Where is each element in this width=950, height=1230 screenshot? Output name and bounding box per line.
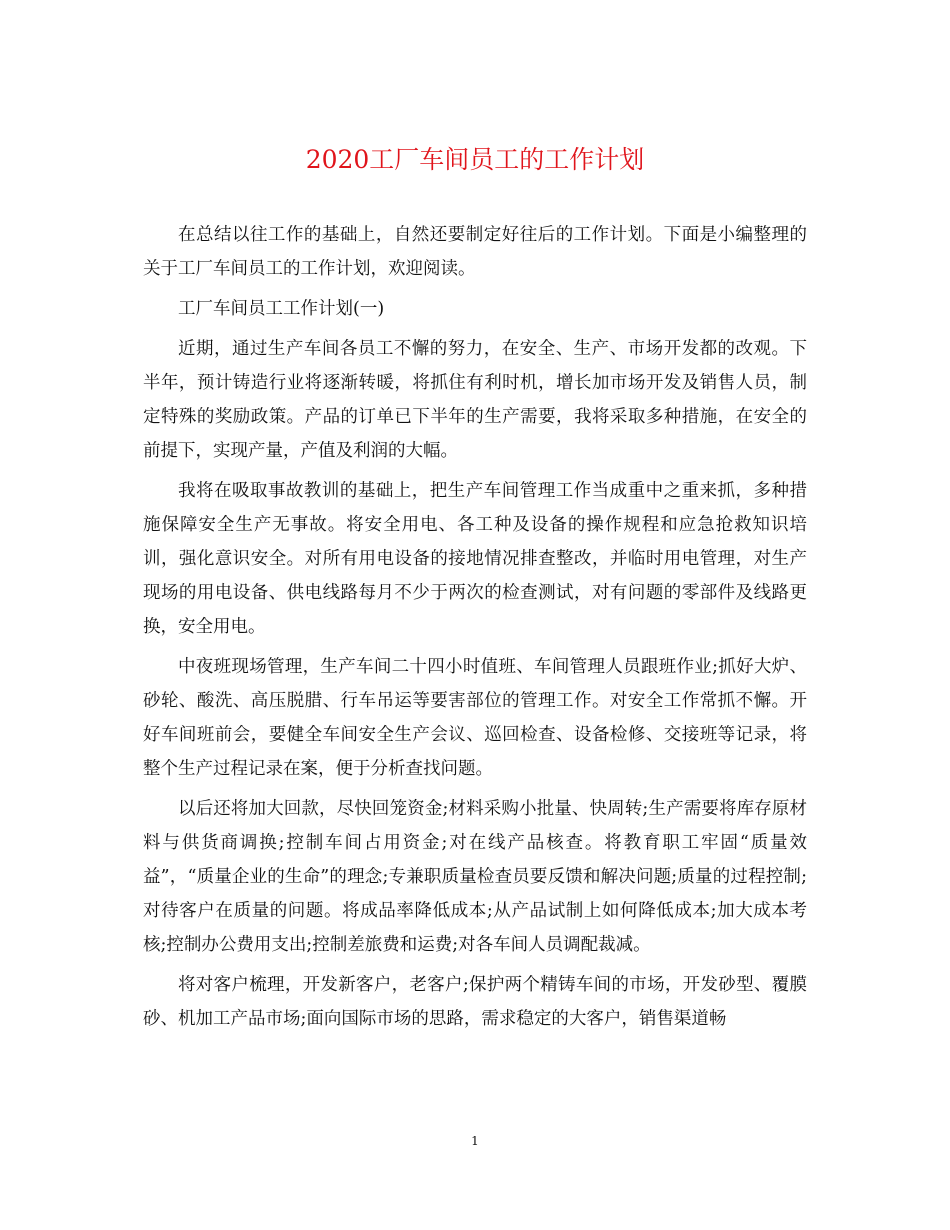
document-body [143,218,807,1042]
paragraph: 将对客户梳理，开发新客户，老客户;保护两个精铸车间的市场，开发砂型、覆膜砂、机加工产品市场;面向国际市场的思路，需求稳定的大客户，销售渠道畅 [143,975,807,1029]
page-number: 1 [471,1134,479,1148]
paragraph: 近期，通过生产车间各员工不懈的努力，在安全、生产、市场开发都的改观。下半年，预计铸造行业将逐渐转暖，将抓住有利时机，增长加市场开发及销售人员，制定特殊的奖励政策。产品的订单已下半年的生产需要，我将采取多种措施，在安全的前提下，实现产量，产值及利润的大幅。 [143,339,807,461]
paragraph: 我将在吸取事故教训的基础上，把生产车间管理工作当成重中之重来抓，多种措施保障安全生产无事故。将安全用电、各工种及设备的操作规程和应急抢救知识培训，强化意识安全。对所有用电设备的接地情况排查整改，并临时用电管理，对生产现场的用电设备、供电线路每月不少于两次的检查测试，对有问题的零部件及线路更换，安全用电。 [143,481,807,637]
paragraph: 中夜班现场管理，生产车间二十四小时值班、车间管理人员跟班作业;抓好大炉、砂轮、酸洗、高压脱腊、行车吊运等要害部位的管理工作。对安全工作常抓不懈。开好车间班前会，要健全车间安全生产会议、巡回检查、设备检修、交接班等记录，将整个生产过程记录在案，便于分析查找问题。 [143,657,807,779]
section-heading: 工厂车间员工工作计划(一) [178,299,385,319]
document-title: 2020工厂车间员工的工作计划 [305,145,645,174]
paragraph: 以后还将加大回款，尽快回笼资金;材料采购小批量、快周转;生产需要将库存原材料与供货商调换;控制车间占用资金;对在线产品核查。将教育职工牢固“质量效益”，“质量企业的生命”的理念;专兼职质量检查员要反馈和解决问题;质量的过程控制;对待客户在质量的问题。将成品率降低成本;从产品试制上如何降低成本;加大成本考核;控制办公费用支出;控制差旅费和运费;对各车间人员调配裁减。 [143,799,807,955]
paragraph-intro: 在总结以往工作的基础上，自然还要制定好往后的工作计划。下面是小编整理的关于工厂车间员工的工作计划，欢迎阅读。 [143,225,807,279]
